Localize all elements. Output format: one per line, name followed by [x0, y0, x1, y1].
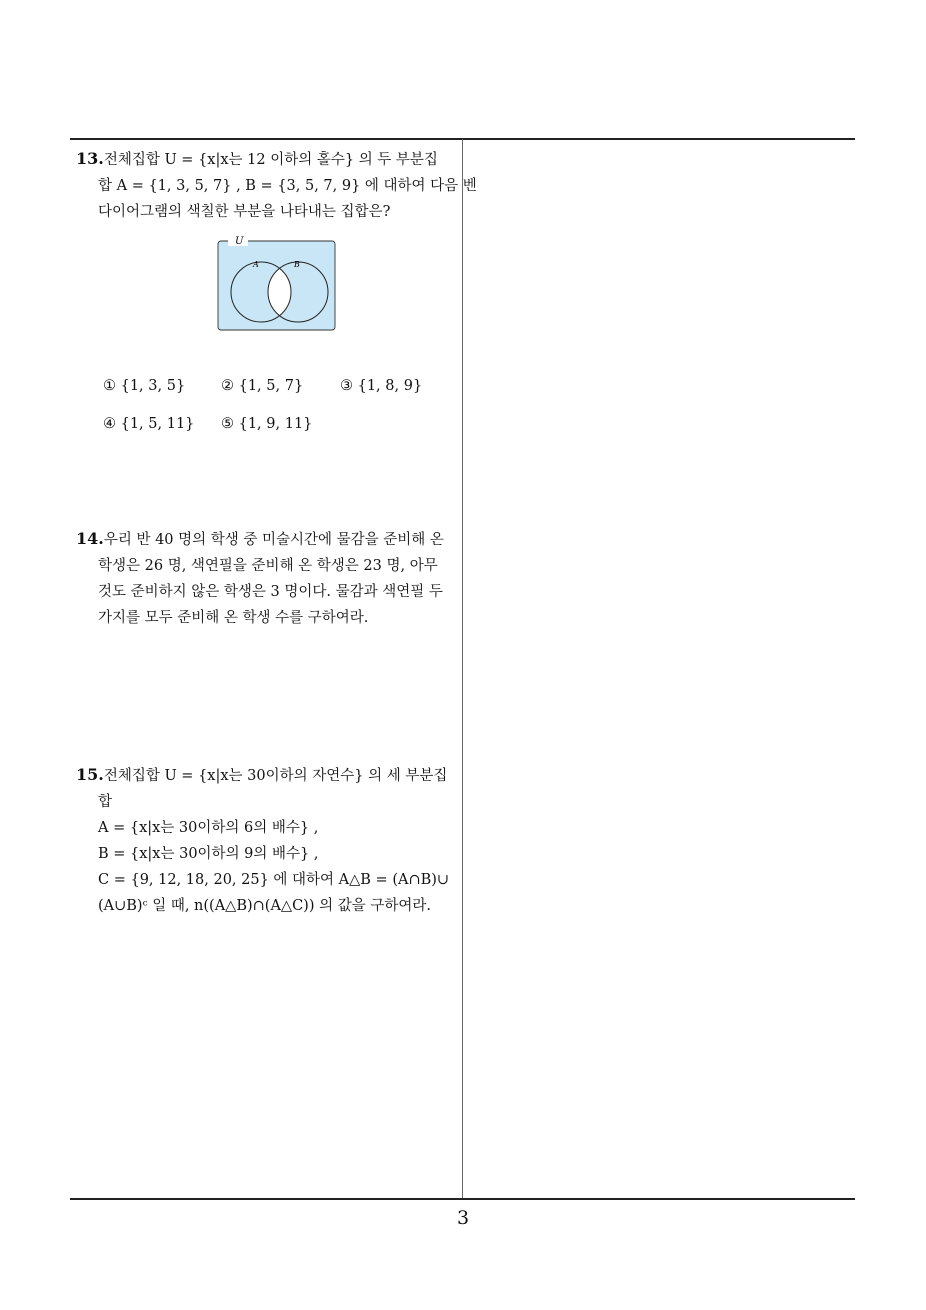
choice-4[interactable]: ④ {1, 5, 11}	[103, 416, 195, 432]
choice-3[interactable]: ③ {1, 8, 9}	[340, 378, 423, 394]
problem-line	[76, 762, 458, 789]
problem-line: B = {x|x는 30이하의 9의 배수} ,	[98, 846, 319, 862]
column-divider	[462, 139, 463, 1199]
choice-5[interactable]: ⑤ {1, 9, 11}	[221, 416, 313, 432]
problem-13	[76, 146, 477, 225]
problem-line: 학생은 26 명, 색연필을 준비해 온 학생은 23 명, 아무	[98, 558, 438, 574]
problem-line: 합 A = {1, 3, 5, 7} , B = {3, 5, 7, 9} 에 대하여 다음 벤	[98, 178, 477, 194]
page-number: 3	[456, 1207, 470, 1229]
problem-line: 가지를 모두 준비해 온 학생 수를 구하여라.	[98, 610, 369, 626]
choice-2[interactable]: ② {1, 5, 7}	[221, 378, 304, 394]
problem-number: 14.	[76, 529, 104, 548]
venn-diagram	[216, 234, 338, 334]
problem-text: 전체집합 U = {x|x는 30이하의 자연수} 의 세 부분집	[103, 768, 448, 784]
set-a-label: A	[253, 260, 259, 269]
problem-line	[76, 526, 458, 553]
choice-1[interactable]: ① {1, 3, 5}	[103, 378, 186, 394]
problem-15	[76, 762, 458, 919]
problem-text: 전체집합 U = {x|x는 12 이하의 홀수} 의 두 부분집	[103, 152, 438, 168]
problem-number: 15.	[76, 765, 104, 784]
problem-line: 것도 준비하지 않은 학생은 3 명이다. 물감과 색연필 두	[98, 584, 443, 600]
problem-line: 합	[98, 794, 113, 810]
universe-label: U	[235, 236, 244, 247]
bottom-rule	[70, 1198, 855, 1200]
problem-line: 다이어그램의 색칠한 부분을 나타내는 집합은?	[98, 204, 391, 220]
problem-line: C = {9, 12, 18, 20, 25} 에 대하여 A△B = (A∩B)∪	[98, 872, 450, 888]
set-b-label: B	[294, 260, 300, 269]
problem-line: A = {x|x는 30이하의 6의 배수} ,	[98, 820, 319, 836]
problem-14	[76, 526, 458, 631]
problem-text: 우리 반 40 명의 학생 중 미술시간에 물감을 준비해 온	[103, 532, 444, 548]
problem-line	[76, 146, 458, 173]
problem-line: (A∪B)ᶜ 일 때, n((A△B)∩(A△C)) 의 값을 구하여라.	[98, 898, 431, 914]
problem-number: 13.	[76, 149, 104, 168]
